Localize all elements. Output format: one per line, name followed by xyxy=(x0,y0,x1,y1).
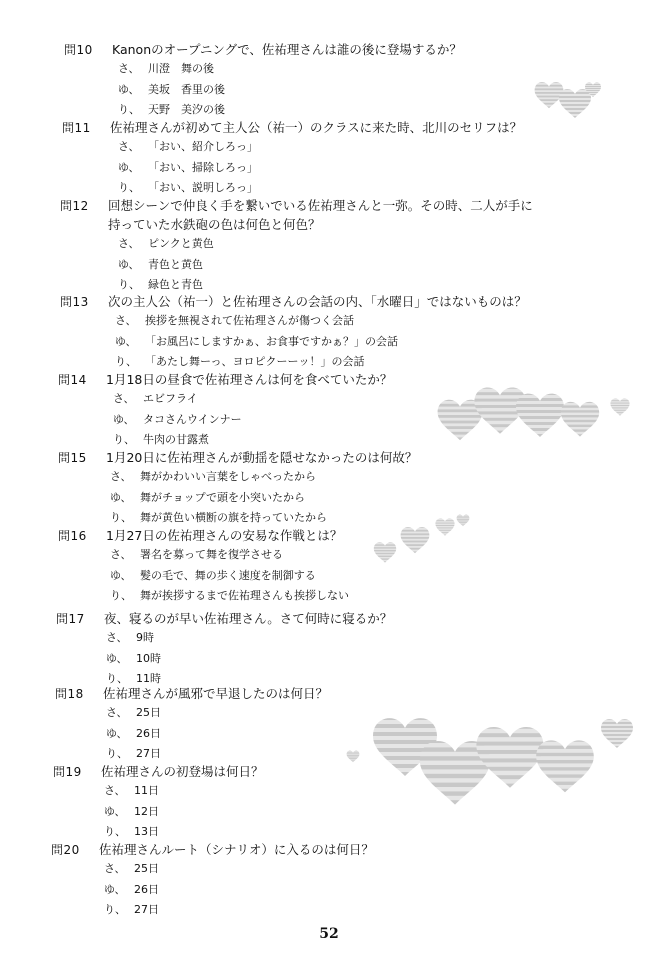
option: り、 13日 xyxy=(104,825,159,838)
question-number: 問17 xyxy=(56,612,85,626)
option: り、 27日 xyxy=(106,747,161,760)
option: ゆ、 舞がチョップで頭を小突いたから xyxy=(110,490,305,504)
question-18 xyxy=(0,684,658,765)
option: さ、 「おい、紹介しろっ」 xyxy=(118,140,258,153)
question-14 xyxy=(0,370,658,451)
option: り、 舞が挨拶するまで佐祐理さんも挨拶しない xyxy=(110,589,349,602)
question-number: 問16 xyxy=(58,529,87,543)
question-text: 1月27日の佐祐理さんの安易な作戦とは？ xyxy=(106,528,343,543)
question-15 xyxy=(0,448,658,529)
option: り、 27日 xyxy=(104,903,159,916)
option: ゆ、 「おい、掃除しろっ」 xyxy=(118,160,258,174)
option: さ、 25日 xyxy=(106,706,161,719)
option: さ、 エビフライ xyxy=(113,392,198,405)
question-number: 問15 xyxy=(58,451,87,465)
option: さ、 川澄 舞の後 xyxy=(118,62,214,75)
question-number: 問20 xyxy=(51,843,80,857)
question-10 xyxy=(0,40,658,121)
option: さ、 25日 xyxy=(104,862,159,875)
question-number: 問18 xyxy=(55,687,84,701)
option: り、 11時 xyxy=(106,672,161,685)
option: ゆ、 青色と黄色 xyxy=(118,257,203,271)
option: り、 舞が黄色い横断の旗を持っていたから xyxy=(110,511,327,524)
question-text: 佐祐理さんが初めて主人公（祐一）のクラスに来た時、北川のセリフは？ xyxy=(110,120,523,135)
option: さ、 ピンクと黄色 xyxy=(118,237,214,250)
option: り、 天野 美汐の後 xyxy=(118,103,225,116)
option: り、 緑色と青色 xyxy=(118,278,203,291)
question-text: 1月18日の昼食で佐祐理さんは何を食べていたか？ xyxy=(106,372,393,387)
question-number: 問19 xyxy=(53,765,82,779)
question-text: 夜、寝るのが早い佐祐理さん。さて何時に寝るか？ xyxy=(104,611,393,626)
question-text: 回想シーンで仲良く手を繋いでいる佐祐理さんと一弥。その時、二人が手に xyxy=(108,198,533,213)
question-text: 佐祐理さんが風邪で早退したのは何日？ xyxy=(103,686,329,701)
question-number: 問13 xyxy=(60,295,89,309)
option: ゆ、 26日 xyxy=(106,726,161,740)
question-text: 佐祐理さんの初登場は何日？ xyxy=(101,764,264,779)
question-20 xyxy=(0,840,658,921)
option: ゆ、 髪の毛で、舞の歩く速度を制御する xyxy=(110,568,316,582)
question-number: 問12 xyxy=(60,199,89,213)
option: ゆ、 12日 xyxy=(104,804,159,818)
page-number: 52 xyxy=(319,926,339,942)
option: り、 牛肉の甘露煮 xyxy=(113,433,209,446)
question-11 xyxy=(0,118,658,199)
question-text-continued: 持っていた水鉄砲の色は何色と何色？ xyxy=(108,217,321,232)
option: ゆ、 タコさんウインナー xyxy=(113,412,242,426)
question-number: 問14 xyxy=(58,373,87,387)
question-text: 次の主人公（祐一）と佐祐理さんの会話の内、「水曜日」ではないものは？ xyxy=(108,294,527,309)
option: ゆ、 「お風呂にしますかぁ、お食事ですかぁ？」の会話 xyxy=(115,334,398,348)
question-text: Kanonのオープニングで、佐祐理さんは誰の後に登場するか？ xyxy=(112,42,462,57)
option: ゆ、 26日 xyxy=(104,882,159,896)
question-12 xyxy=(0,196,658,296)
option: り、 「あたし舞ーっ、ヨロピクーーッ！」の会話 xyxy=(115,355,365,368)
option: ゆ、 10時 xyxy=(106,651,161,665)
question-13 xyxy=(0,292,658,373)
question-number: 問11 xyxy=(62,121,91,135)
option: さ、 舞がかわいい言葉をしゃべったから xyxy=(110,470,316,483)
option: さ、 署名を募って舞を復学させる xyxy=(110,548,283,561)
option: さ、 挨拶を無視されて佐祐理さんが傷つく会話 xyxy=(115,314,354,327)
option: さ、 11日 xyxy=(104,784,159,797)
option: さ、 9時 xyxy=(106,631,154,644)
question-19 xyxy=(0,762,658,843)
option: り、 「おい、説明しろっ」 xyxy=(118,181,258,194)
question-17 xyxy=(0,609,658,690)
question-number: 問10 xyxy=(64,43,93,57)
option: ゆ、 美坂 香里の後 xyxy=(118,82,225,96)
question-text: 佐祐理さんルート（シナリオ）に入るのは何日？ xyxy=(99,842,374,857)
question-text: 1月20日に佐祐理さんが動揺を隠せなかったのは何故？ xyxy=(106,450,418,465)
question-16 xyxy=(0,526,658,607)
